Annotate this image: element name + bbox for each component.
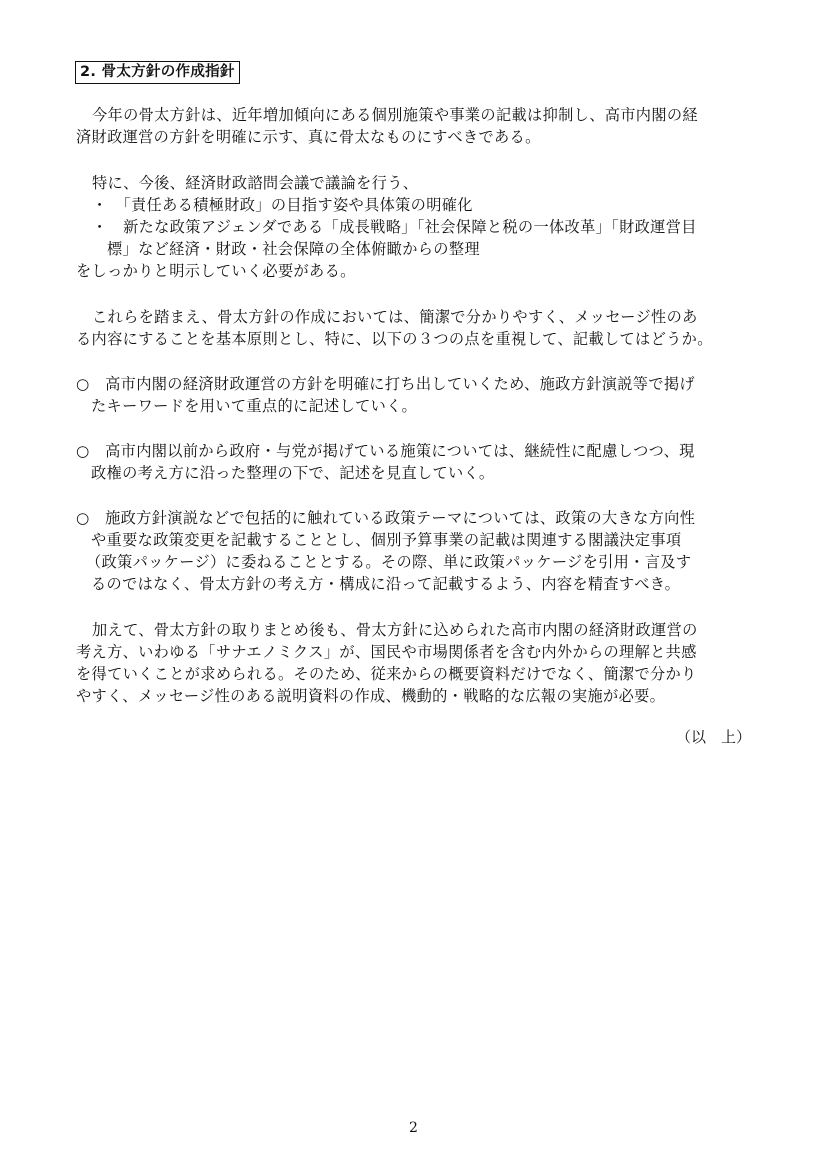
- closing-mark: （以 上）: [675, 728, 751, 746]
- bullet-continuation-line: 標」など経済・財政・社会保障の全体俯瞰からの整理: [107, 240, 480, 258]
- text-line: 加えて、骨太方針の取りまとめ後も、骨太方針に込められた高市内閣の経済財政運営の: [92, 621, 698, 639]
- list-item-continuation-line: や重要な政策変更を記載することとし、個別予算事業の記載は関連する閣議決定事項: [91, 531, 682, 549]
- text-line: 今年の骨太方針は、近年増加傾向にある個別施策や事業の記載は抑制し、高市内閣の経: [92, 106, 698, 124]
- list-item-continuation-line: （政策パッケージ）に委ねることとする。その際、単に政策パッケージを引用・言及す: [86, 553, 692, 571]
- list-item-continuation-line: 政権の考え方に沿った整理の下で、記述を見直していく。: [91, 464, 495, 482]
- bullet-line: ・ 新たな政策アジェンダである「成長戦略」「社会保障と税の一体改革」「財政運営目: [92, 218, 697, 236]
- text-line: 済財政運営の方針を明確に示す、真に骨太なものにすべきである。: [76, 128, 541, 146]
- list-item-continuation-line: たキーワードを用いて重点的に記述していく。: [91, 397, 417, 415]
- list-item-line: ○ 高市内閣の経済財政運営の方針を明確に打ち出していくため、施政方針演説等で掲げ: [76, 375, 695, 393]
- text-line: これらを踏まえ、骨太方針の作成においては、簡潔で分かりやすく、メッセージ性のあ: [92, 308, 698, 326]
- list-item-line: ○ 高市内閣以前から政府・与党が掲げている施策については、継続性に配慮しつつ、現: [76, 442, 695, 460]
- text-line: る内容にすることを基本原則とし、特に、以下の３つの点を重視して、記載してはどうか。: [76, 330, 713, 348]
- list-item-continuation-line: るのではなく、骨太方針の考え方・構成に沿って記載するよう、内容を精査すべき。: [91, 575, 681, 593]
- list-item-line: ○ 施政方針演説などで包括的に触れている政策テーマについては、政策の大きな方向性: [76, 509, 696, 527]
- page-number: 2: [409, 1120, 418, 1136]
- bullet-line: ・ 「責任ある積極財政」の目指す姿や具体策の明確化: [92, 196, 473, 214]
- text-line: やすく、メッセージ性のある説明資料の作成、機動的・戦略的な広報の実施が必要。: [76, 687, 666, 705]
- section-heading: 2. 骨太方針の作成指針: [75, 61, 240, 84]
- text-line: 特に、今後、経済財政諮問会議で議論を行う、: [92, 174, 419, 192]
- text-line: 考え方、いわゆる「サナエノミクス」が、国民や市場関係者を含む内外からの理解と共感: [76, 643, 697, 661]
- text-line: を得ていくことが求められる。そのため、従来からの概要資料だけでなく、簡潔で分かり: [76, 665, 697, 683]
- text-line: をしっかりと明示していく必要がある。: [76, 262, 356, 280]
